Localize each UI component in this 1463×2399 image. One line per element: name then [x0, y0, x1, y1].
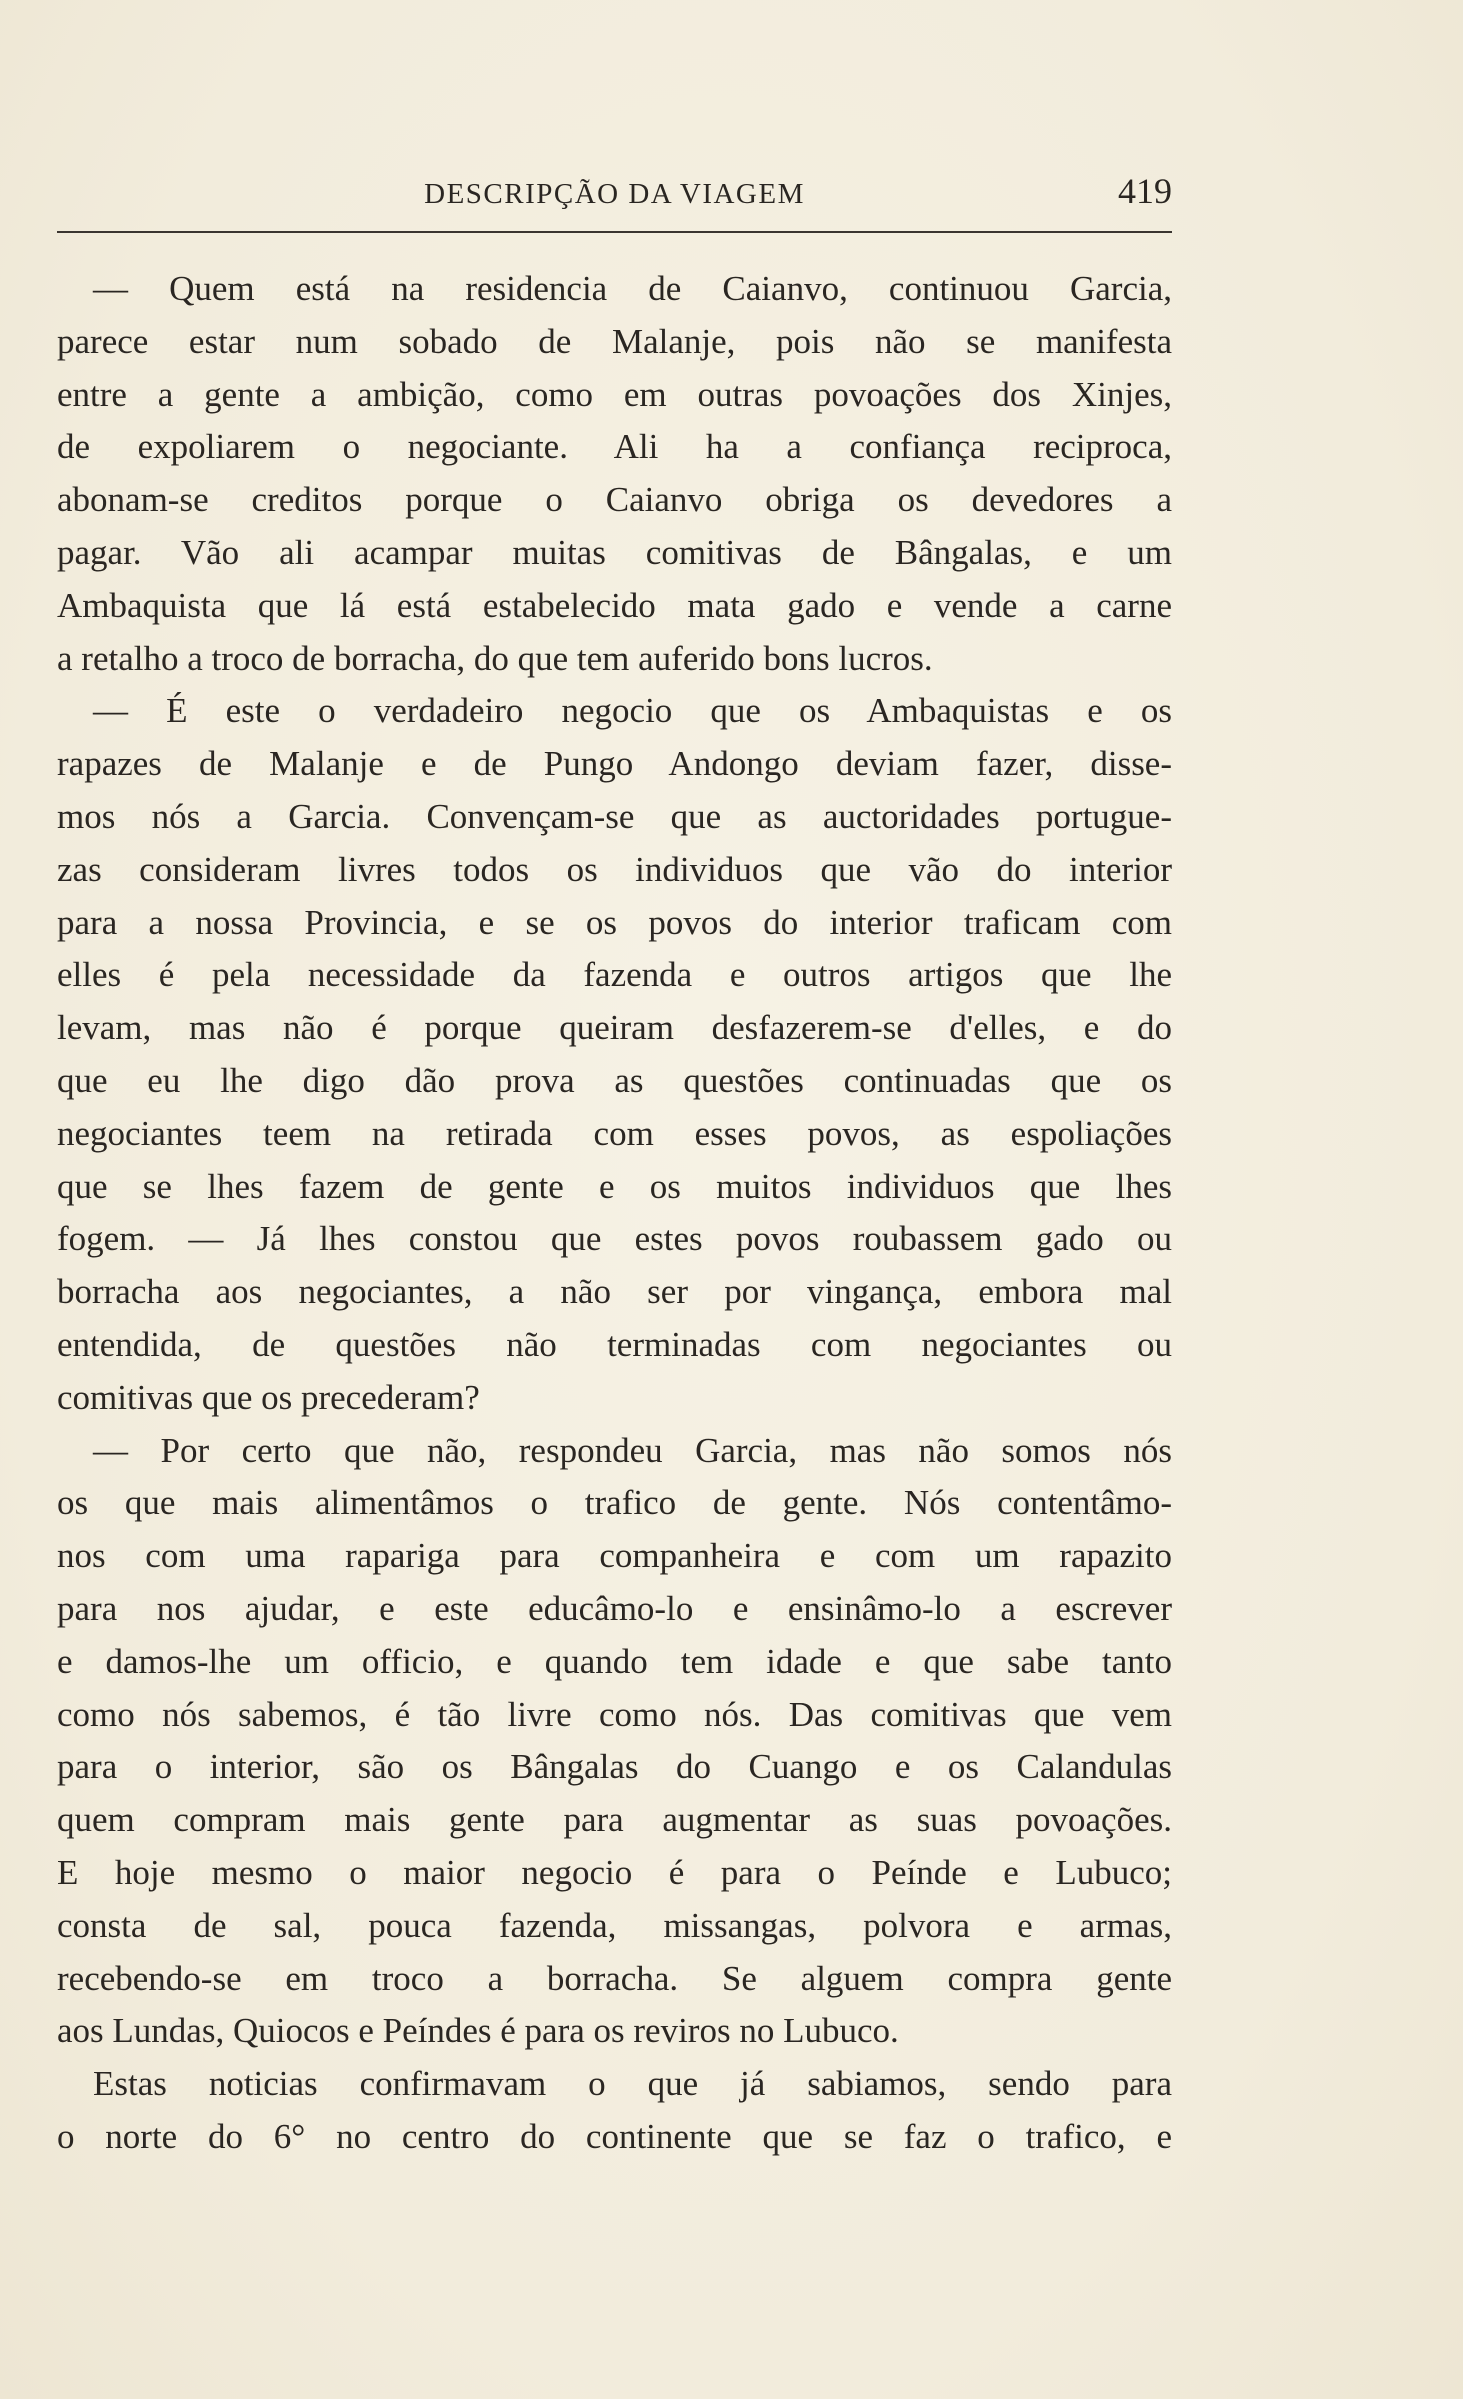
text-line: Estas noticias confirmavam o que já sabiamos, sendo para [93, 2064, 1172, 2104]
text-line: para a nossa Provincia, e se os povos do interior traficam com [57, 902, 1172, 942]
text-line: abonam-se creditos porque o Caianvo obriga os devedores a [57, 480, 1172, 520]
text-line: fogem. — Já lhes constou que estes povos roubassem gado ou [57, 1219, 1172, 1259]
text-line: de expoliarem o negociante. Ali ha a confiança reciproca, [57, 427, 1172, 467]
text-line: entre a gente a ambição, como em outras povoações dos Xinjes, [57, 374, 1172, 414]
text-line: como nós sabemos, é tão livre como nós. Das comitivas que vem [57, 1694, 1172, 1734]
text-line: quem compram mais gente para augmentar as suas povoações. [57, 1800, 1172, 1840]
text-line: a retalho a troco de borracha, do que tem auferido bons lucros. [57, 638, 933, 678]
page-number: 419 [1118, 171, 1172, 211]
body-text [57, 263, 1172, 2164]
text-line: para nos ajudar, e este educâmo-lo e ensinâmo-lo a escrever [57, 1588, 1172, 1628]
text-line: os que mais alimentâmos o trafico de gente. Nós contentâmo- [57, 1483, 1172, 1523]
text-line: pagar. Vão ali acampar muitas comitivas de Bângalas, e um [57, 532, 1172, 572]
running-head [57, 170, 1172, 218]
text-line: entendida, de questões não terminadas com negociantes ou [57, 1324, 1172, 1364]
text-line: — Por certo que não, respondeu Garcia, mas não somos nós [93, 1430, 1172, 1470]
header-rule [57, 231, 1172, 233]
text-line: consta de sal, pouca fazenda, missangas, polvora e armas, [57, 1905, 1172, 1945]
text-line: que eu lhe digo dão prova as questões continuadas que os [57, 1060, 1172, 1100]
text-line: rapazes de Malanje e de Pungo Andongo deviam fazer, disse- [57, 744, 1172, 784]
text-line: aos Lundas, Quiocos e Peíndes é para os reviros no Lubuco. [57, 2011, 899, 2051]
text-line: mos nós a Garcia. Convençam-se que as auctoridades portugue- [57, 796, 1172, 836]
text-line: parece estar num sobado de Malanje, pois não se manifesta [57, 321, 1172, 361]
text-line: o norte do 6° no centro do continente que se faz o trafico, e [57, 2116, 1172, 2156]
text-line: nos com uma rapariga para companheira e com um rapazito [57, 1536, 1172, 1576]
text-line: Ambaquista que lá está estabelecido mata gado e vende a carne [57, 585, 1172, 625]
text-line: negociantes teem na retirada com esses povos, as espoliações [57, 1113, 1172, 1153]
text-line: comitivas que os precederam? [57, 1377, 480, 1417]
text-line: zas consideram livres todos os individuos que vão do interior [57, 849, 1172, 889]
text-line: que se lhes fazem de gente e os muitos individuos que lhes [57, 1166, 1172, 1206]
text-line: — É este o verdadeiro negocio que os Ambaquistas e os [93, 691, 1172, 731]
text-line: elles é pela necessidade da fazenda e outros artigos que lhe [57, 955, 1172, 995]
text-line: borracha aos negociantes, a não ser por vingança, embora mal [57, 1272, 1172, 1312]
text-line: para o interior, são os Bângalas do Cuango e os Calandulas [57, 1747, 1172, 1787]
text-line: recebendo-se em troco a borracha. Se alguem compra gente [57, 1958, 1172, 1998]
running-title: DESCRIPÇÃO DA VIAGEM [424, 178, 805, 210]
text-line: e damos-lhe um officio, e quando tem idade e que sabe tanto [57, 1641, 1172, 1681]
text-line: E hoje mesmo o maior negocio é para o Peínde e Lubuco; [57, 1852, 1172, 1892]
text-line: — Quem está na residencia de Caianvo, continuou Garcia, [93, 269, 1172, 308]
text-line: levam, mas não é porque queiram desfazerem-se d'elles, e do [57, 1008, 1172, 1048]
